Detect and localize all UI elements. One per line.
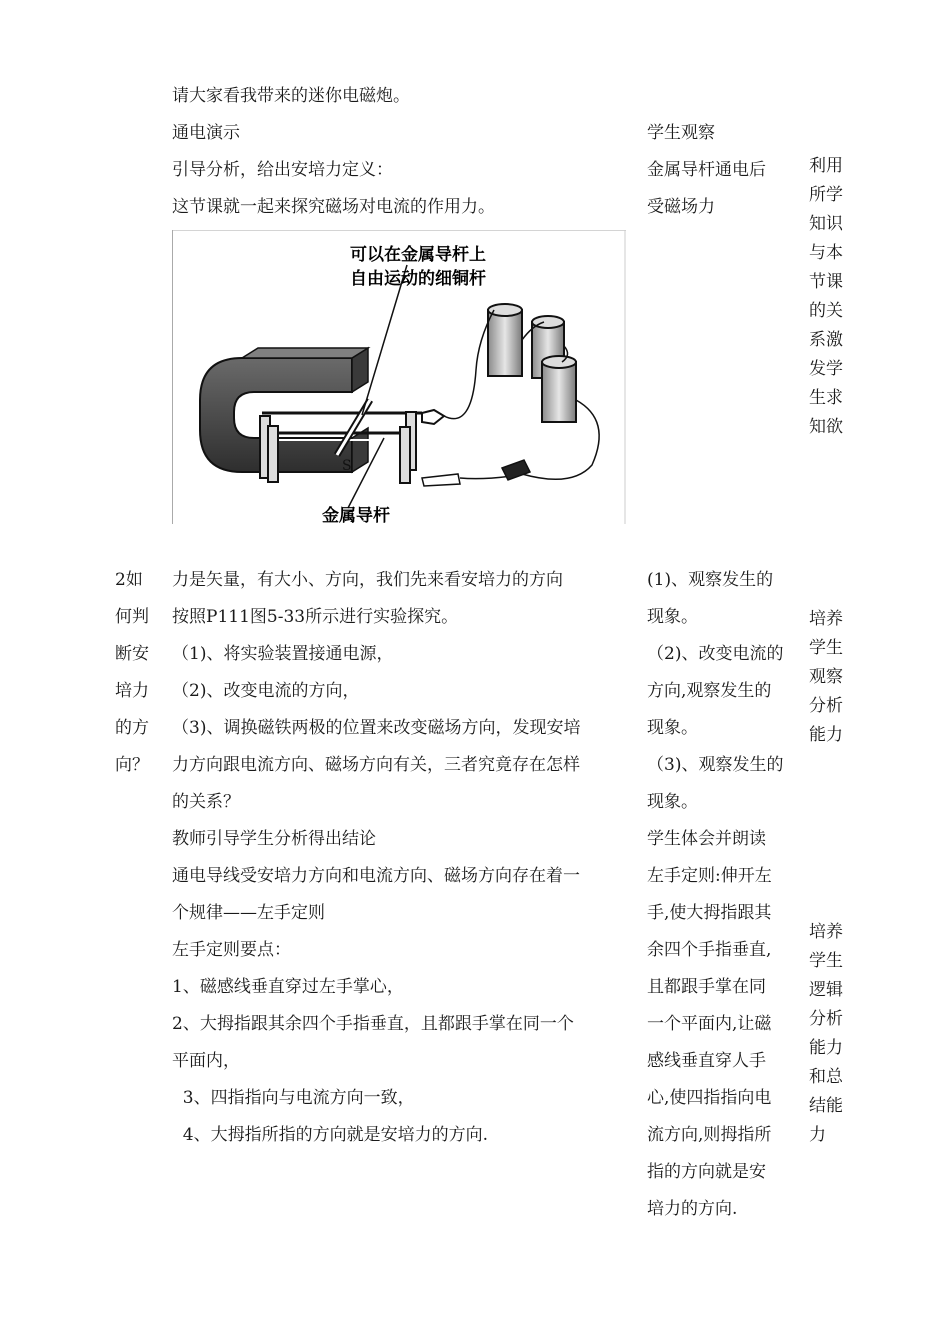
text-line: 培力的方向. [647,1199,738,1219]
text-line: （1)、将实验装置接通电源， [172,644,394,664]
text-line: 能力 [809,1038,843,1058]
text-line: 4、大拇指所指的方向就是安培力的方向. [172,1125,489,1145]
section2-step-label [115,562,149,784]
section2-purpose-observation [809,605,843,750]
text-line: 感线垂直穿人手 [647,1051,766,1071]
text-line: 培力 [115,681,149,701]
text-line: 按照P111图5-33所示进行实验探究。 [172,607,459,627]
text-line: 的关 [809,301,843,321]
section1-purpose [809,152,843,442]
figure-label-top-1: 可以在金属导杆上 [350,245,486,265]
text-line: （3)、调换磁铁两极的位置来改变磁场方向，发现安培 [172,718,581,738]
text-line: 和总 [809,1067,843,1087]
text-line: 逻辑 [809,980,843,1000]
text-line: 培养 [809,609,843,629]
text-line: 金属导杆通电后 [647,160,766,180]
text-line: 左手定则要点： [172,940,291,960]
text-line: 1、磁感线垂直穿过左手掌心， [172,977,404,997]
text-line: 2如 [115,570,143,590]
figure-label-bottom: 金属导杆 [322,506,390,524]
text-line: 利用 [809,156,843,176]
text-line: 发学 [809,359,843,379]
text-line: 分析 [809,1009,843,1029]
text-line: （3)、观察发生的 [647,755,784,775]
text-line: 通电导线受安培力方向和电流方向、磁场方向存在着一 [172,866,580,886]
section1-student-text [647,115,766,226]
text-line: 且都跟手掌在同 [647,977,766,997]
text-line: 系激 [809,330,843,350]
text-line: 个规律——左手定则 [172,903,325,923]
section2-purpose-logic [809,918,843,1150]
text-line: 知欲 [809,417,843,437]
text-line: 断安 [115,644,149,664]
text-line: 结能 [809,1096,843,1116]
section1-teacher-text [172,78,495,226]
text-line: 力 [809,1125,826,1145]
text-line: (1)、观察发生的 [647,570,774,590]
text-line: 指的方向就是安 [647,1162,766,1182]
text-line: 受磁场力 [647,197,715,217]
text-line: 一个平面内,让磁 [647,1014,772,1034]
text-line: 节课 [809,272,843,292]
text-line: 2、大拇指跟其余四个手指垂直，且都跟手掌在同一个 [172,1014,574,1034]
text-line: 观察 [809,667,843,687]
text-line: 流方向,则拇指所 [647,1125,772,1145]
text-line: 心,使四指指向电 [647,1088,772,1108]
text-line: 现象。 [647,792,698,812]
section2-student-text [647,562,783,1228]
text-line: 请大家看我带来的迷你电磁炮。 [172,86,410,106]
text-line: 所学 [809,185,843,205]
rail-gun-figure [172,230,626,524]
figure-label-top-2: 自由运动的细铜杆 [350,269,486,289]
magnet-pole-label: S [342,458,352,474]
text-line: 教师引导学生分析得出结论 [172,829,376,849]
text-line: 生求 [809,388,843,408]
text-line: 学生 [809,951,843,971]
text-line: （2)、改变电流的方向， [172,681,360,701]
text-line: 分析 [809,696,843,716]
text-line: 这节课就一起来探究磁场对电流的作用力。 [172,197,495,217]
text-line: 引导分析，给出安培力定义： [172,160,393,180]
text-line: 通电演示 [172,123,240,143]
rail-gun-illustration [172,230,626,524]
text-line: 向？ [115,755,149,775]
text-line: 左手定则:伸开左 [647,866,772,886]
text-line: 平面内， [172,1051,240,1071]
text-line: 的关系？ [172,792,240,812]
text-line: 学生体会并朗读 [647,829,766,849]
text-line: 手,使大拇指跟其 [647,903,772,923]
text-line: 知识 [809,214,843,234]
section2-teacher-text [172,562,580,1154]
text-line: 与本 [809,243,843,263]
text-line: 学生观察 [647,123,715,143]
text-line: 余四个手指垂直, [647,940,772,960]
text-line: 培养 [809,922,843,942]
text-line: 力是矢量，有大小、方向，我们先来看安培力的方向 [172,570,563,590]
text-line: 力方向跟电流方向、磁场方向有关，三者究竟存在怎样 [172,755,580,775]
text-line: 的方 [115,718,149,738]
text-line: 3、四指指向与电流方向一致， [172,1088,415,1108]
text-line: 何判 [115,607,149,627]
text-line: 能力 [809,725,843,745]
text-line: （2)、改变电流的 [647,644,784,664]
text-line: 现象。 [647,607,698,627]
text-line: 现象。 [647,718,698,738]
text-line: 方向,观察发生的 [647,681,772,701]
text-line: 学生 [809,638,843,658]
